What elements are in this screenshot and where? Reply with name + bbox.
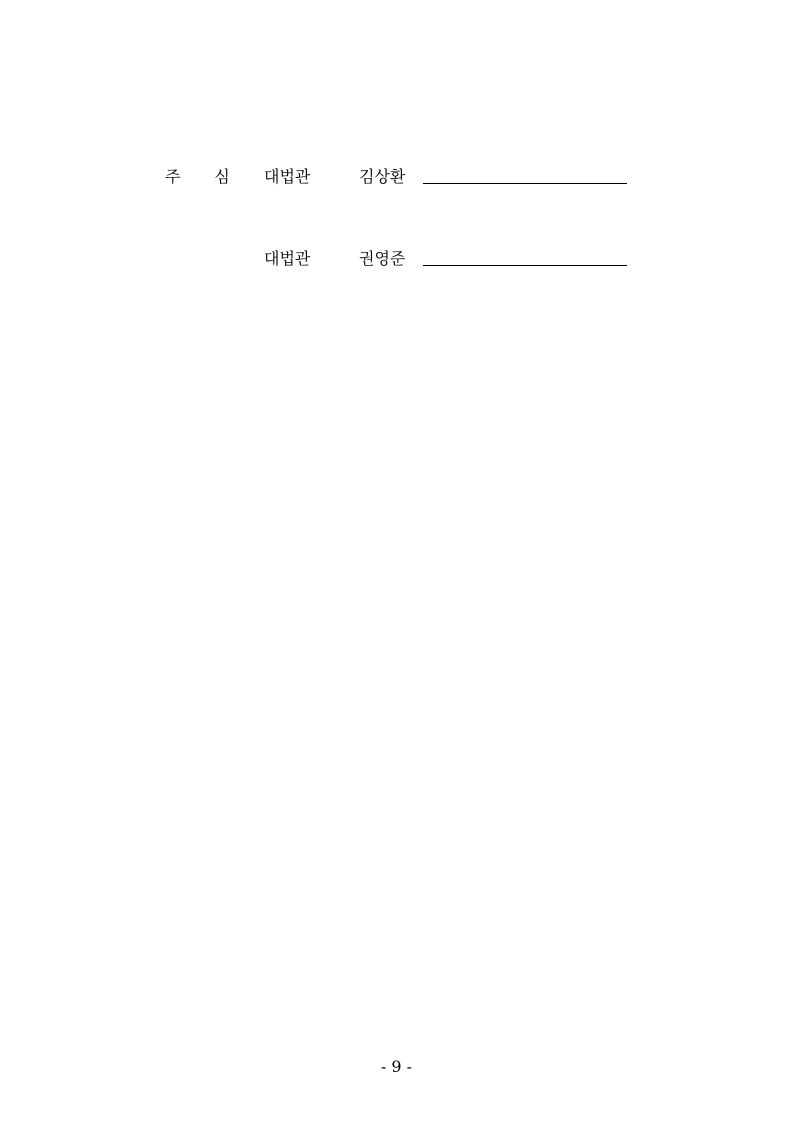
signature-line bbox=[423, 183, 627, 184]
signature-row bbox=[0, 166, 793, 196]
justice-title-label: 대법관 bbox=[264, 249, 311, 268]
justice-title-label: 대법관 bbox=[264, 167, 311, 186]
page-number: - 9 - bbox=[380, 1057, 413, 1076]
presiding-role-label: 주 심 bbox=[165, 167, 245, 186]
justice-name: 김상환 bbox=[359, 167, 406, 186]
signature-row bbox=[0, 248, 793, 278]
signature-line bbox=[423, 265, 627, 266]
justice-name: 권영준 bbox=[359, 249, 406, 268]
